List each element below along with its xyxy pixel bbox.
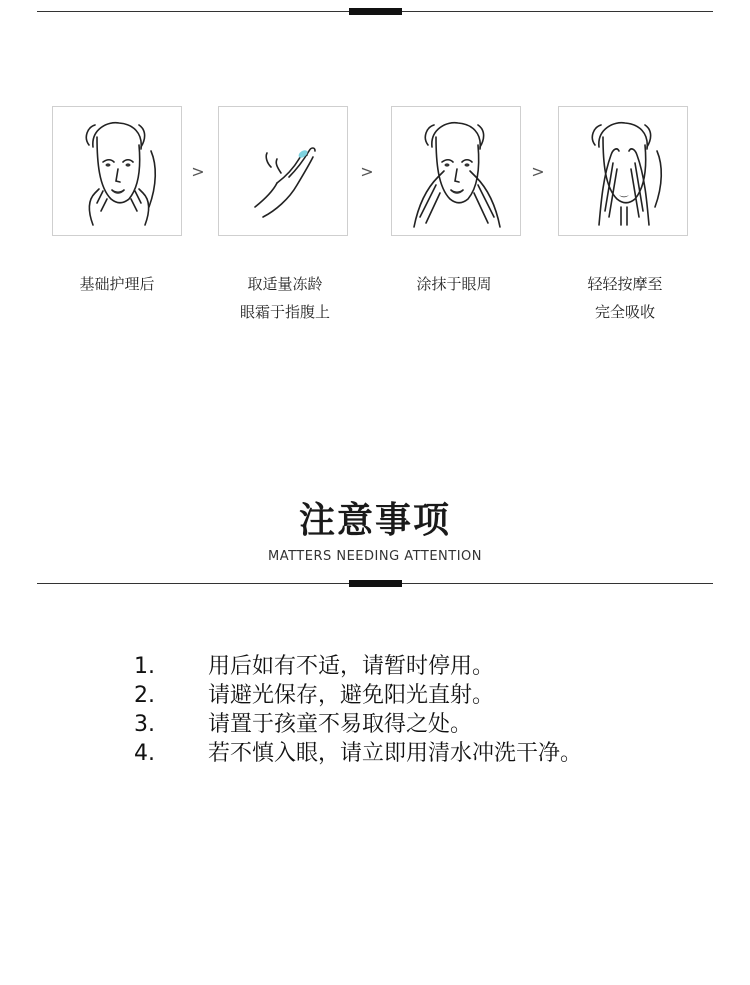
- step-3-label-line-1: 涂抹于眼周: [416, 275, 492, 293]
- step-2-label-line-2: 眼霜于指腹上: [239, 303, 330, 321]
- step-1-label: [42, 270, 192, 298]
- notice-item-2-text: 请避光保存，避免阳光直射。: [208, 683, 495, 708]
- step-arrow-2: >: [360, 162, 374, 181]
- notice-item-4: [134, 739, 694, 768]
- notice-item-1: [134, 652, 694, 681]
- face-applying-eye-cream-icon: [392, 107, 522, 237]
- step-2-image: [218, 106, 348, 236]
- step-3-label: [379, 270, 529, 298]
- face-hands-on-cheeks-icon: [53, 107, 183, 237]
- hand-with-cream-icon: [219, 107, 349, 237]
- notice-item-2: [134, 681, 694, 710]
- notice-item-4-number: 4.: [134, 741, 155, 766]
- step-4-image: [558, 106, 688, 236]
- notice-item-2-number: 2.: [134, 683, 155, 708]
- step-4-label-line-1: 轻轻按摩至: [587, 275, 663, 293]
- notice-divider-bar: [349, 580, 402, 587]
- notice-subtitle: MATTERS NEEDING ATTENTION: [267, 549, 483, 564]
- notice-item-3-number: 3.: [134, 712, 155, 737]
- step-arrow-3: >: [531, 162, 545, 181]
- top-divider-bar: [349, 8, 402, 15]
- notice-item-3: [134, 710, 694, 739]
- notice-item-1-text: 用后如有不适，请暂时停用。: [208, 654, 495, 679]
- notice-title: 注意事项: [298, 500, 451, 541]
- step-arrow-1: >: [191, 162, 205, 181]
- notice-item-4-text: 若不慎入眼，请立即用清水冲洗干净。: [208, 741, 583, 766]
- step-4-label: [550, 270, 700, 326]
- step-4-label-line-2: 完全吸收: [594, 303, 655, 321]
- step-2-label: [210, 270, 360, 326]
- step-3-image: [391, 106, 521, 236]
- step-2-label-line-1: 取适量冻龄: [247, 275, 323, 293]
- step-1-image: [52, 106, 182, 236]
- face-massaging-icon: [559, 107, 689, 237]
- notice-item-1-number: 1.: [134, 654, 155, 679]
- step-1-label-line-1: 基础护理后: [79, 275, 155, 293]
- notice-item-3-text: 请置于孩童不易取得之处。: [208, 712, 473, 737]
